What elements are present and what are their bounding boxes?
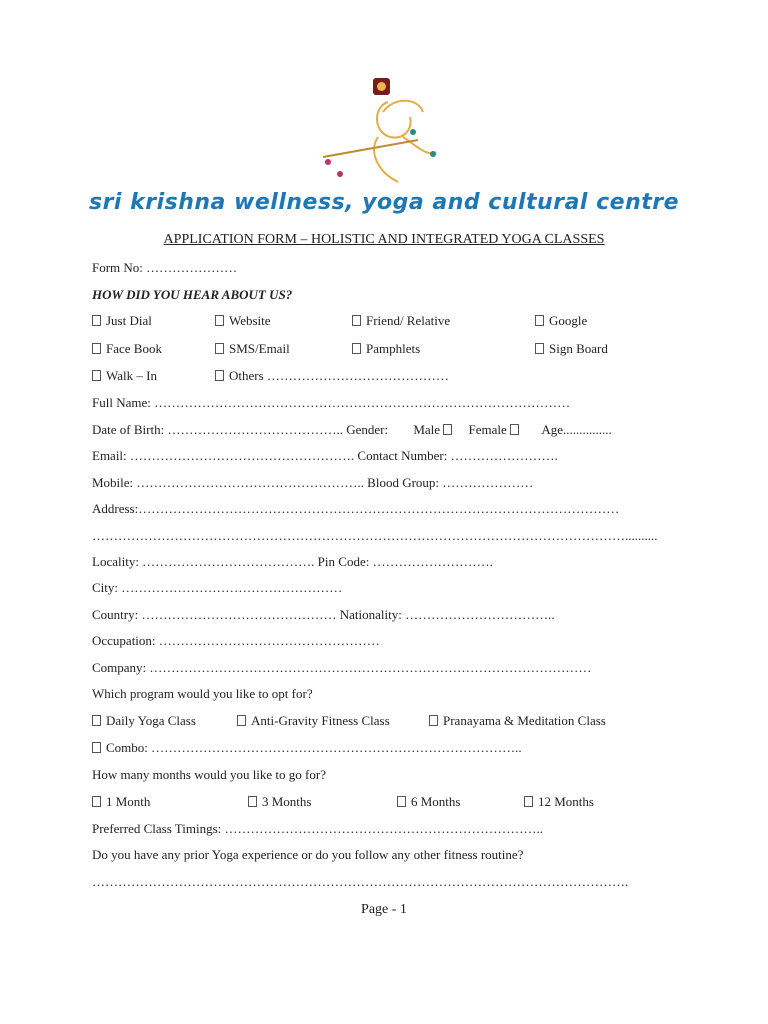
dob-field[interactable]: Date of Birth: ………………………………….. Gender: <box>92 422 389 437</box>
checkbox-daily-yoga[interactable]: Daily Yoga Class <box>92 713 196 729</box>
checkbox-icon <box>443 424 452 435</box>
page-number: Page - 1 <box>361 902 407 917</box>
mobile-blood-row[interactable]: Mobile: …………………………………………….. Blood Group: ………………… <box>92 475 534 490</box>
checkbox-website[interactable]: Website <box>215 313 271 329</box>
occupation-field[interactable]: Occupation: …………………………………………… <box>92 633 380 648</box>
checkbox-icon <box>510 424 519 435</box>
months-question: How many months would you like to go for? <box>92 767 326 782</box>
gender-female[interactable]: Female <box>469 422 525 437</box>
krishna-flute-logo <box>318 92 448 187</box>
checkbox-combo[interactable]: Combo: ………………………………………………………………………….. <box>92 740 522 756</box>
experience-answer-line[interactable]: ……………………………………………………………………………………………………………. <box>92 874 629 889</box>
checkbox-icon <box>429 715 438 726</box>
checkbox-pranayama[interactable]: Pranayama & Meditation Class <box>429 713 606 729</box>
program-question: Which program would you like to opt for? <box>92 686 313 701</box>
checkbox-friend[interactable]: Friend/ Relative <box>352 313 450 329</box>
age-field[interactable]: Age............... <box>541 422 612 437</box>
checkbox-icon <box>535 343 544 354</box>
checkbox-icon <box>215 343 224 354</box>
locality-pin-row[interactable]: Locality: …………………………………. Pin Code: ………………………. <box>92 554 493 569</box>
city-field[interactable]: City: …………………………………………… <box>92 580 343 595</box>
full-name-field[interactable]: Full Name: …………………………………………………………………………………… <box>92 395 571 410</box>
form-title: APPLICATION FORM – HOLISTIC AND INTEGRATED YOGA CLASSES <box>163 232 605 247</box>
checkbox-12-months[interactable]: 12 Months <box>524 794 594 810</box>
checkbox-facebook[interactable]: Face Book <box>92 341 162 357</box>
checkbox-icon <box>524 796 533 807</box>
address-line-1[interactable]: Address:………………………………………………………………………………………………… <box>92 501 620 516</box>
address-line-2[interactable]: …………………………………………………………………………………………………………….......... <box>92 528 658 543</box>
experience-question: Do you have any prior Yoga experience or do you follow any other fitness routine? <box>92 847 524 862</box>
checkbox-icon <box>92 796 101 807</box>
checkbox-sign-board[interactable]: Sign Board <box>535 341 608 357</box>
checkbox-icon <box>92 742 101 753</box>
checkbox-icon <box>535 315 544 326</box>
checkbox-3-months[interactable]: 3 Months <box>248 794 311 810</box>
checkbox-icon <box>397 796 406 807</box>
timings-field[interactable]: Preferred Class Timings: ……………………………………………………………….. <box>92 821 544 836</box>
checkbox-icon <box>92 715 101 726</box>
checkbox-icon <box>215 315 224 326</box>
country-nationality-row[interactable]: Country: ……………………………………… Nationality: …………………………….. <box>92 607 555 622</box>
form-number: Form No: ………………… <box>92 260 238 275</box>
checkbox-icon <box>215 370 224 381</box>
checkbox-6-months[interactable]: 6 Months <box>397 794 460 810</box>
checkbox-pamphlets[interactable]: Pamphlets <box>352 341 420 357</box>
company-field[interactable]: Company: ………………………………………………………………………………………… <box>92 660 592 675</box>
org-name: sri krishna wellness, yoga and cultural centre <box>88 190 680 215</box>
checkbox-icon <box>352 343 361 354</box>
gender-male[interactable]: Male <box>413 422 457 437</box>
checkbox-icon <box>248 796 257 807</box>
hear-heading: HOW DID YOU HEAR ABOUT US? <box>92 287 293 302</box>
checkbox-icon <box>92 343 101 354</box>
checkbox-icon <box>92 370 101 381</box>
checkbox-anti-gravity[interactable]: Anti-Gravity Fitness Class <box>237 713 390 729</box>
checkbox-sms-email[interactable]: SMS/Email <box>215 341 290 357</box>
checkbox-1-month[interactable]: 1 Month <box>92 794 150 810</box>
dob-gender-row <box>92 422 612 438</box>
checkbox-others[interactable]: Others …………………………………… <box>215 368 449 384</box>
checkbox-just-dial[interactable]: Just Dial <box>92 313 152 329</box>
email-contact-row[interactable]: Email: ……………………………………………. Contact Number: ……………………. <box>92 448 558 463</box>
checkbox-icon <box>92 315 101 326</box>
checkbox-walk-in[interactable]: Walk – In <box>92 368 157 384</box>
checkbox-google[interactable]: Google <box>535 313 587 329</box>
checkbox-icon <box>352 315 361 326</box>
checkbox-icon <box>237 715 246 726</box>
